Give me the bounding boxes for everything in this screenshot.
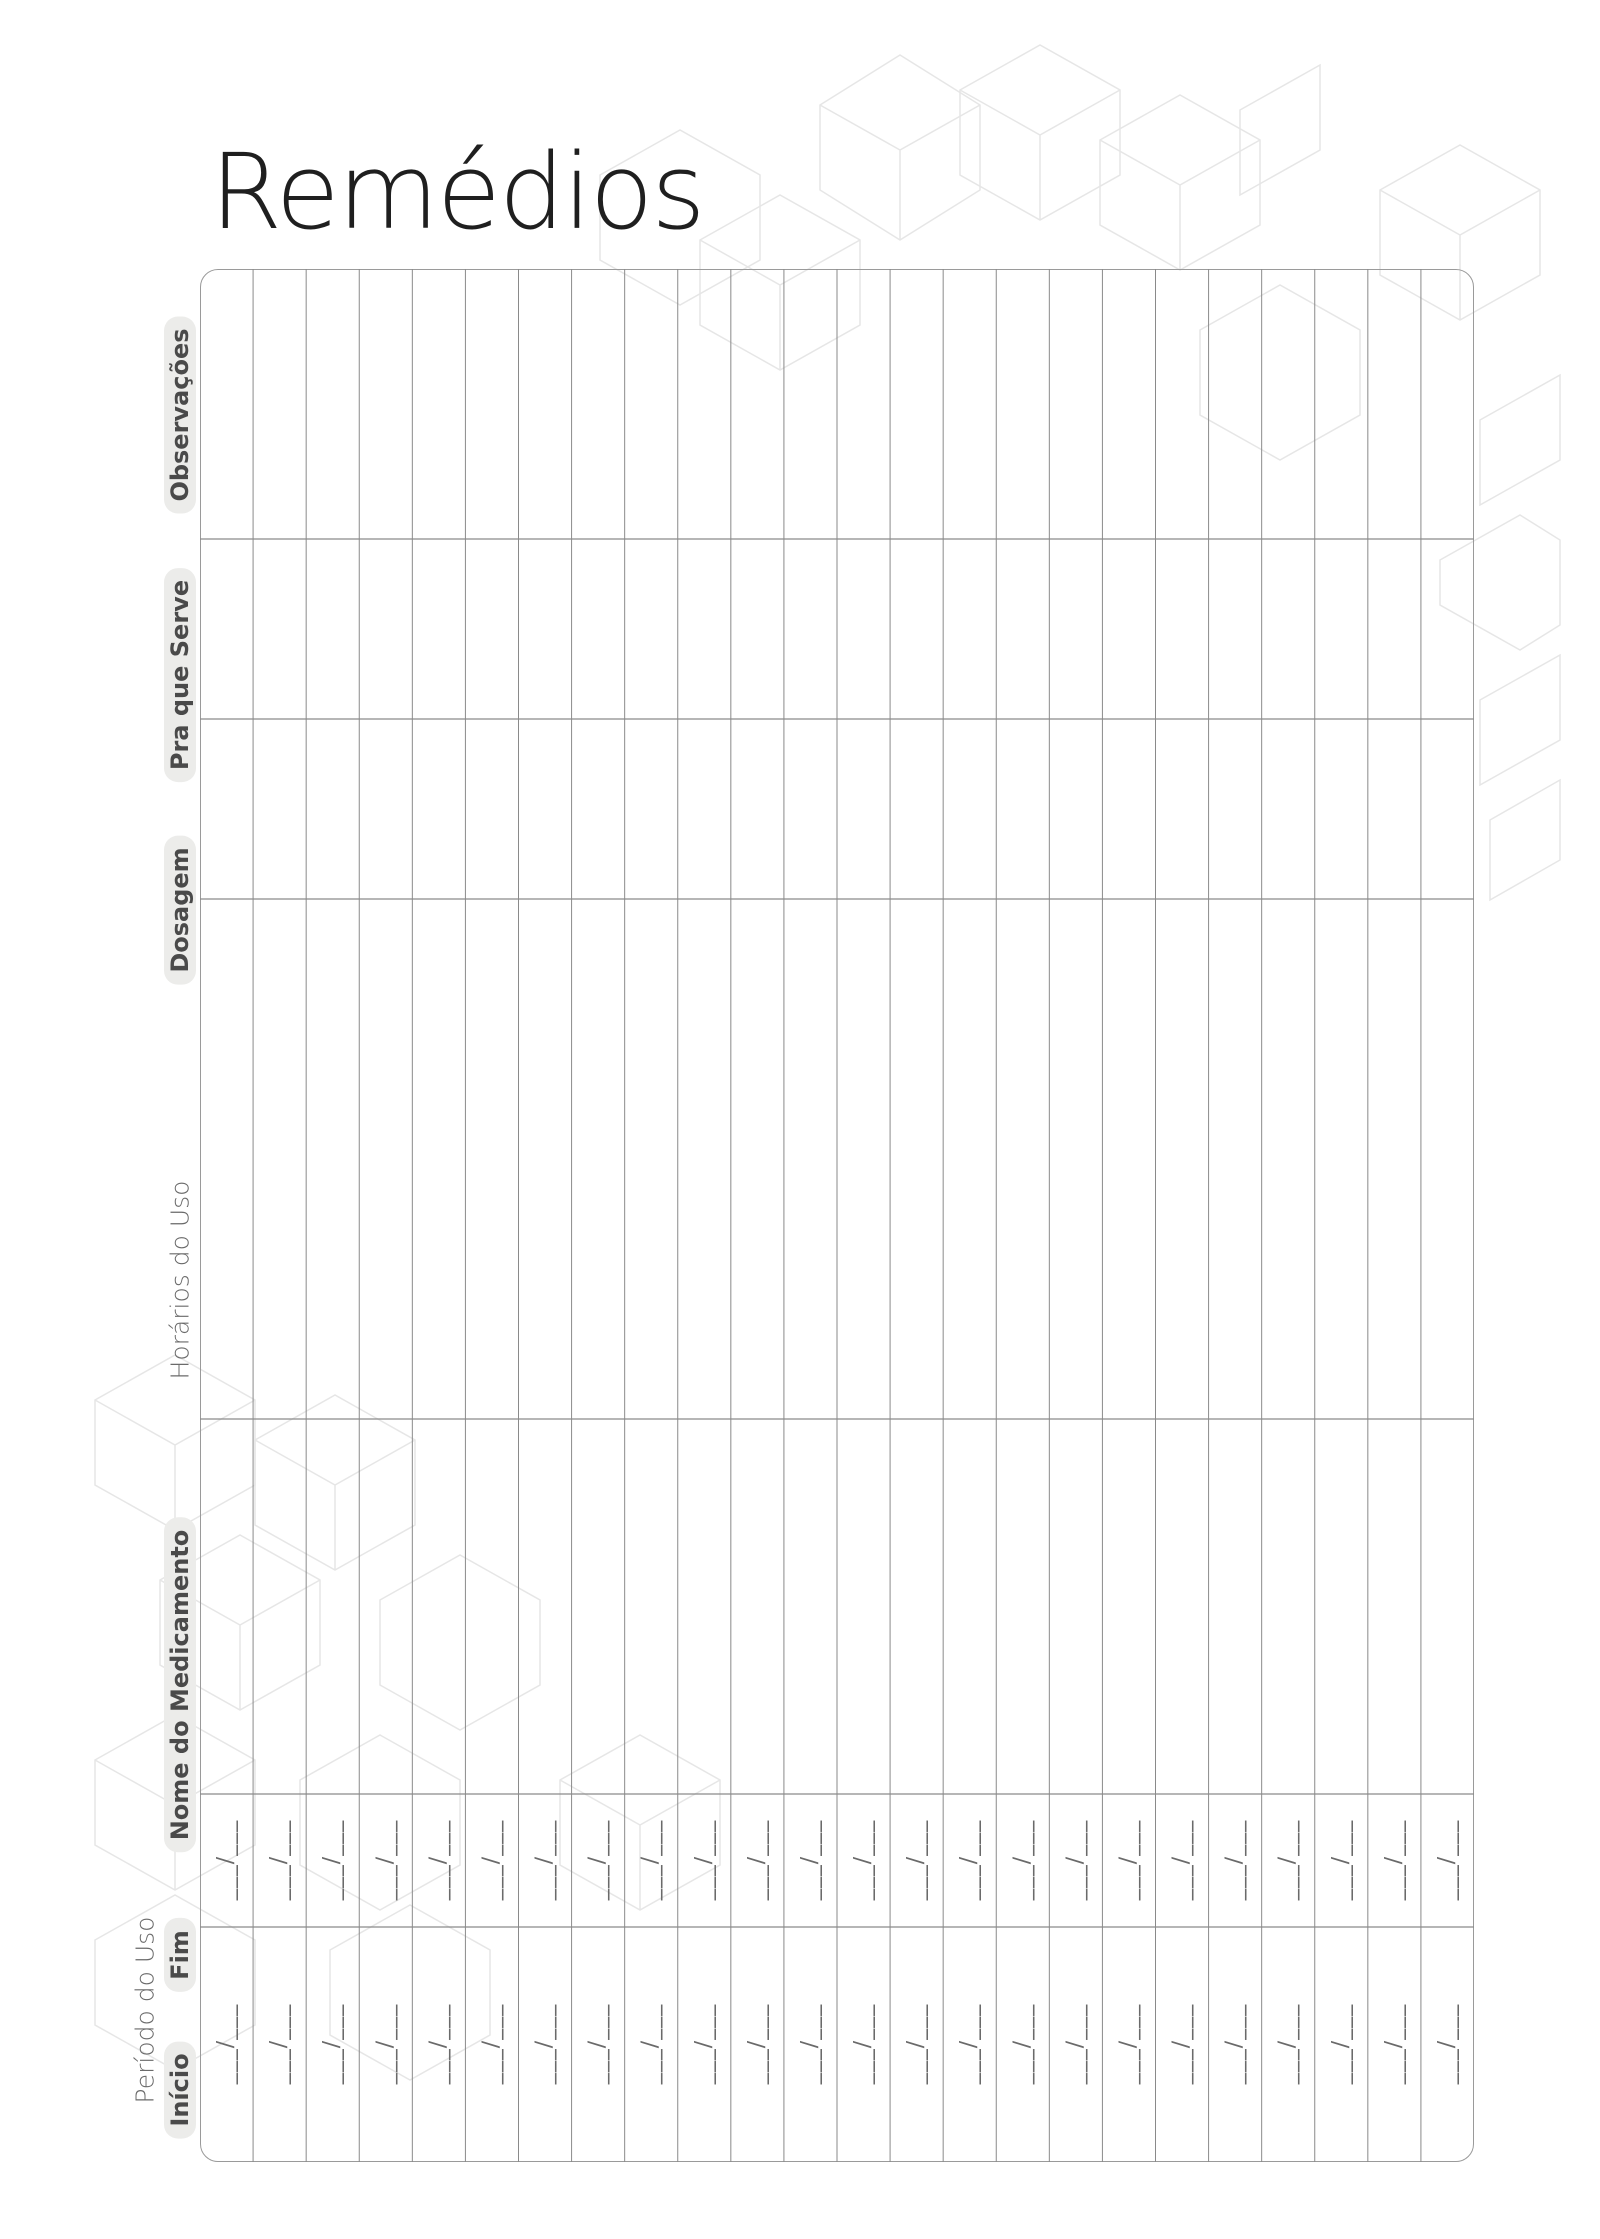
fim-date-field: ___/___ — [213, 1819, 239, 1901]
inicio-date-field: ___/___ — [266, 2003, 292, 2085]
fim-date-field: ___/___ — [319, 1819, 345, 1901]
fim-date-field: ___/___ — [266, 1819, 292, 1901]
fim-date-field: ___/___ — [797, 1819, 823, 1901]
fim-date-field: ___/___ — [956, 1819, 982, 1901]
inicio-date-field: ___/___ — [744, 2003, 770, 2085]
page-title: Remédios — [210, 131, 704, 253]
fim-date-field: ___/___ — [1381, 1819, 1407, 1901]
inicio-date-field: ___/___ — [1115, 2003, 1141, 2085]
inicio-date-field: ___/___ — [956, 2003, 982, 2085]
fim-date-field: ___/___ — [1275, 1819, 1301, 1901]
header-inicio: Início — [164, 2041, 196, 2138]
fim-date-field: ___/___ — [1434, 1819, 1460, 1901]
fim-date-field: ___/___ — [691, 1819, 717, 1901]
header-fim: Fim — [164, 1918, 196, 1992]
inicio-date-field: ___/___ — [478, 2003, 504, 2085]
fim-date-field: ___/___ — [1222, 1819, 1248, 1901]
fim-date-field: ___/___ — [638, 1819, 664, 1901]
header-pra-que-serve: Pra que Serve — [164, 568, 196, 782]
inicio-date-field: ___/___ — [797, 2003, 823, 2085]
fim-date-field: ___/___ — [744, 1819, 770, 1901]
inicio-date-field: ___/___ — [1434, 2003, 1460, 2085]
fim-date-field: ___/___ — [425, 1819, 451, 1901]
fim-date-field: ___/___ — [1062, 1819, 1088, 1901]
inicio-date-field: ___/___ — [1328, 2003, 1354, 2085]
fim-date-field: ___/___ — [585, 1819, 611, 1901]
header-nome-do-medicamento: Nome do Medicamento — [164, 1518, 196, 1853]
inicio-date-field: ___/___ — [1062, 2003, 1088, 2085]
header-dosagem: Dosagem — [164, 835, 196, 984]
fim-date-field: ___/___ — [1328, 1819, 1354, 1901]
fim-date-field: ___/___ — [1169, 1819, 1195, 1901]
inicio-date-field: ___/___ — [691, 2003, 717, 2085]
fim-date-field: ___/___ — [372, 1819, 398, 1901]
inicio-date-field: ___/___ — [1275, 2003, 1301, 2085]
inicio-date-field: ___/___ — [372, 2003, 398, 2085]
inicio-date-field: ___/___ — [532, 2003, 558, 2085]
header-observacoes: Observações — [164, 316, 196, 513]
inicio-date-field: ___/___ — [585, 2003, 611, 2085]
inicio-date-field: ___/___ — [425, 2003, 451, 2085]
inicio-date-field: ___/___ — [903, 2003, 929, 2085]
fim-date-field: ___/___ — [1115, 1819, 1141, 1901]
header-horarios-do-uso: Horários do Uso — [165, 1180, 195, 1380]
inicio-date-field: ___/___ — [1381, 2003, 1407, 2085]
inicio-date-field: ___/___ — [1169, 2003, 1195, 2085]
inicio-date-field: ___/___ — [850, 2003, 876, 2085]
fim-date-field: ___/___ — [850, 1819, 876, 1901]
inicio-date-field: ___/___ — [1222, 2003, 1248, 2085]
inicio-date-field: ___/___ — [213, 2003, 239, 2085]
fim-date-field: ___/___ — [1009, 1819, 1035, 1901]
inicio-date-field: ___/___ — [638, 2003, 664, 2085]
fim-date-field: ___/___ — [478, 1819, 504, 1901]
fim-date-field: ___/___ — [532, 1819, 558, 1901]
medication-table-grid — [200, 269, 1474, 2162]
fim-date-field: ___/___ — [903, 1819, 929, 1901]
header-periodo-do-uso: Período do Uso — [130, 1916, 160, 2104]
inicio-date-field: ___/___ — [1009, 2003, 1035, 2085]
inicio-date-field: ___/___ — [319, 2003, 345, 2085]
